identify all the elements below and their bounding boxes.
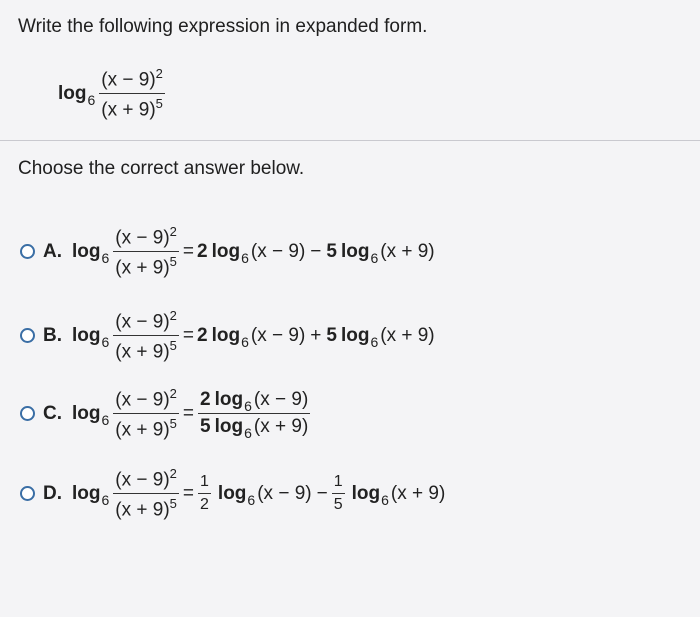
log-base: 6 (101, 491, 110, 508)
fraction (113, 466, 179, 522)
log-label: log (211, 240, 241, 262)
choice-c[interactable] (20, 386, 314, 442)
choice-a[interactable] (20, 224, 435, 280)
log-argument: (x − 9) (250, 240, 306, 262)
equals-sign: = (182, 482, 195, 504)
log-argument: (x − 9) (253, 389, 309, 411)
coefficient: 5 (200, 416, 211, 438)
log-base: 6 (370, 333, 379, 350)
numerator (113, 308, 179, 336)
coefficient: 2 (200, 389, 211, 411)
denominator-exponent: 5 (169, 338, 177, 354)
coefficient: 5 (326, 324, 337, 346)
coefficient: 2 (197, 324, 208, 346)
log-label: log (340, 240, 370, 262)
choice-d[interactable] (20, 466, 445, 522)
log-base: 6 (101, 411, 110, 428)
denominator (99, 94, 165, 121)
denominator (113, 494, 179, 521)
log-argument: (x − 9) (257, 482, 312, 504)
choice-letter: D. (43, 482, 62, 504)
log-label: log (211, 324, 241, 346)
coefficient-denominator: 2 (200, 496, 209, 514)
log-label: log (72, 240, 101, 262)
log-label: log (214, 389, 244, 411)
numerator-text: (x − 9) (101, 69, 156, 91)
denominator-exponent: 5 (169, 496, 177, 512)
log-label: log (351, 482, 381, 504)
log-base: 6 (370, 249, 379, 266)
coefficient-numerator: 1 (198, 473, 211, 494)
log-label: log (214, 416, 244, 438)
numerator-exponent: 2 (169, 224, 177, 239)
choice-letter: A. (43, 240, 62, 262)
log-label: log (58, 82, 87, 104)
equals-sign: = (182, 324, 195, 346)
log-base: 6 (87, 91, 96, 108)
choice-letter: C. (43, 402, 62, 424)
numerator (113, 466, 179, 494)
numerator (113, 224, 179, 252)
log-base: 6 (247, 491, 256, 508)
coefficient-numerator: 1 (332, 473, 345, 494)
fraction (113, 308, 179, 364)
choose-instruction: Choose the correct answer below. (18, 158, 305, 179)
numerator-exponent: 2 (169, 466, 177, 481)
denominator (113, 252, 179, 279)
log-base: 6 (244, 398, 252, 415)
coefficient-fraction (332, 473, 345, 514)
question-expression (58, 66, 169, 122)
log-argument: (x + 9) (390, 482, 446, 504)
coefficient: 5 (326, 240, 337, 262)
fraction (99, 66, 165, 122)
log-argument: (x − 9) (250, 324, 306, 346)
log-argument: (x + 9) (380, 324, 435, 346)
divider (0, 140, 700, 141)
numerator-exponent: 2 (169, 308, 177, 323)
log-label: log (72, 402, 101, 424)
numerator-exponent: 2 (155, 66, 163, 81)
rhs-numerator (198, 389, 310, 414)
radio-button-c[interactable] (20, 406, 35, 421)
operator: − (316, 482, 328, 504)
coefficient-denominator: 5 (333, 496, 343, 514)
log-argument: (x + 9) (253, 416, 309, 438)
fraction (113, 224, 179, 280)
log-base: 6 (241, 249, 249, 266)
log-label: log (72, 324, 101, 346)
equals-sign: = (182, 240, 195, 262)
question-prompt: Write the following expression in expanded form. (18, 16, 428, 37)
operator: − (310, 240, 322, 262)
numerator (99, 66, 165, 94)
radio-button-b[interactable] (20, 328, 35, 343)
denominator-text: (x + 9) (115, 499, 170, 521)
operator: + (310, 324, 322, 346)
rhs-denominator (198, 414, 310, 442)
denominator-text: (x + 9) (115, 419, 170, 441)
fraction (113, 386, 179, 442)
log-base: 6 (101, 333, 110, 350)
choice-letter: B. (43, 324, 62, 346)
log-argument: (x + 9) (380, 240, 435, 262)
denominator-text: (x + 9) (115, 257, 170, 279)
numerator-text: (x − 9) (115, 469, 170, 491)
denominator-exponent: 5 (155, 96, 163, 112)
coefficient-fraction (198, 473, 211, 514)
log-base: 6 (241, 333, 249, 350)
equals-sign: = (182, 402, 195, 424)
log-label: log (72, 482, 101, 504)
numerator-text: (x − 9) (115, 389, 170, 411)
numerator (113, 386, 179, 414)
log-label: log (340, 324, 370, 346)
log-base: 6 (381, 491, 389, 508)
denominator-exponent: 5 (169, 416, 177, 432)
log-label: log (217, 482, 247, 504)
denominator-text: (x + 9) (101, 99, 156, 121)
log-base: 6 (101, 249, 110, 266)
denominator (113, 414, 179, 441)
denominator (113, 336, 179, 363)
numerator-text: (x − 9) (115, 227, 170, 249)
choice-b[interactable] (20, 308, 435, 364)
radio-button-d[interactable] (20, 486, 35, 501)
denominator-exponent: 5 (169, 254, 177, 270)
rhs-fraction (198, 389, 310, 442)
log-base: 6 (244, 425, 252, 442)
numerator-text: (x − 9) (115, 311, 170, 333)
radio-button-a[interactable] (20, 244, 35, 259)
denominator-text: (x + 9) (115, 341, 170, 363)
coefficient: 2 (197, 240, 208, 262)
numerator-exponent: 2 (169, 386, 177, 401)
